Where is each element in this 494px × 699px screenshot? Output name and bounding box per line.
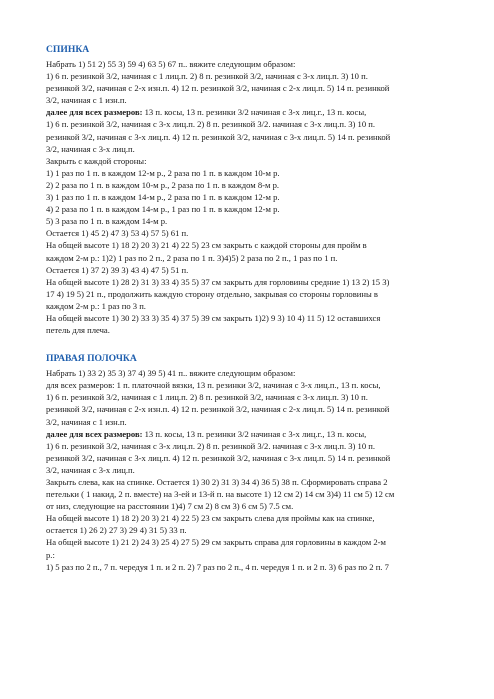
text-line: 1) 6 п. резинкой 3/2, начиная с 1 лиц.п. 2) 8 п. резинкой 3/2, начиная с 3-х лиц.п. 3) 10 п. [46,71,368,82]
text-line: резинкой 3/2, начиная с 3-х лиц.п. 4) 12 п. резинкой 3/2, начиная с 3-х лиц.п. 5) 14 п. резинкой [46,452,391,463]
text-line: На общей высоте 1) 18 2) 20 3) 21 4) 22 5) 23 см закрыть с каждой стороны для пройм в [46,240,367,251]
text-line: резинкой 3/2, начиная с 3-х лиц.п. 4) 12 п. резинкой 3/2, начиная с 3-х лиц.п. 5) 14 п. резинкой [46,131,391,142]
text-line: резинкой 3/2, начиная с 2-х изн.п. 4) 12 п. резинкой 3/2, начиная с 2-х лиц.п. 5) 14 п. резинкой [46,83,390,94]
text-line: 2) 2 раза по 1 п. в каждом 10-м р., 2 раза по 1 п. в каждом 8-м р. [46,179,280,190]
text-line: р.: [46,549,55,560]
text-line: Закрыть слева, как на спинке. Остается 1) 30 2) 31 3) 34 4) 36 5) 38 п. Сформировать справа 2 [46,477,388,487]
text-line: петель для плеча. [46,325,110,336]
text-line: Набрать 1) 51 2) 55 3) 59 4) 63 5) 67 п.. вяжите следующим образом: [46,59,296,69]
text-line: 3/2, начиная с 1 изн.п. [46,416,127,427]
text-line: каждом 2-м р.: 1 раз по 3 п. [46,300,146,311]
all-sizes-line [46,428,460,440]
all-sizes-label: далее для всех размеров: [46,428,143,439]
text-line: 3/2, начиная с 3-х лиц.п. [46,143,135,154]
text-line: На общей высоте 1) 21 2) 24 3) 25 4) 27 5) 29 см закрыть справа для горловины в каждом 2-м [46,537,386,548]
text-line: каждом 2-м р.: 1)2) 1 раз по 2 п., 2 раза по 1 п. 3)4)5) 2 раза по 2 п., 1 раз по 1 п. [46,252,338,263]
text-line: 1) 6 п. резинкой 3/2, начиная с 3-х лиц.п. 2) 8 п. резинкой 3/2. начиная с 3-х лиц.п. 3) 10 п. [46,440,376,451]
all-sizes-line [46,106,460,118]
text-line: остается 1) 26 2) 27 3) 29 4) 31 5) 33 п. [46,525,187,536]
section-title-right-front: ПРАВАЯ ПОЛОЧКА [46,353,137,365]
text-line: от низ, следующие на расстоянии 1)4) 7 см 2) 8 см 3) 6 см 5) 7.5 см. [46,501,294,512]
text-line: На общей высоте 1) 30 2) 33 3) 35 4) 37 5) 39 см закрыть 1)2) 9 3) 10 4) 11 5) 12 оставшихся [46,312,381,323]
text-line: 4) 2 раза по 1 п. в каждом 14-м р., 1 раз по 1 п. в каждом 12-м р. [46,204,280,215]
text-line: Остается 1) 37 2) 39 3) 43 4) 47 5) 51 п. [46,264,189,275]
all-sizes-label: далее для всех размеров: [46,107,143,118]
text-line: 5) 3 раза по 1 п. в каждом 14-м р. [46,216,168,227]
text-line: Остается 1) 45 2) 47 3) 53 4) 57 5) 61 п. [46,228,189,239]
text-line: 3/2, начиная с 1 изн.п. [46,95,127,106]
text-line: 1) 5 раз по 2 п., 7 п. чередуя 1 п. и 2 п. 2) 7 раз по 2 п., 4 п. чередуя 1 п. и 2 п. 3) 6 раз по 2 п. 7 [46,561,389,572]
text-line: Набрать 1) 33 2) 35 3) 37 4) 39 5) 41 п.. вяжите следующим образом: [46,368,296,379]
all-sizes-text: 13 п. косы, 13 п. резинки 3/2 начиная с 3-х лиц.г., 13 п. косы, [142,107,367,118]
text-line: 1) 6 п. резинкой 3/2, начиная с 1 лиц.п. 2) 8 п. резинкой 3/2, начиная с 3-х лиц.п. 3) 10 п. [46,392,368,403]
text-line: На общей высоте 1) 28 2) 31 3) 33 4) 35 5) 37 см закрыть для горловины средние 1) 13 2) 15 3) [46,276,390,287]
text-line: 17 4) 19 5) 21 п., продолжить каждую сторону отдельно, закрывая со стороны горловины в [46,288,378,299]
text-line: На общей высоте 1) 18 2) 20 3) 21 4) 22 5) 23 см закрыть слева для проймы как на спинке, [46,513,375,524]
text-line: 3) 1 раз по 1 п. в каждом 14-м р., 2 раза по 1 п. в каждом 12-м р. [46,192,280,203]
text-line: 3/2, начиная с 3-х лиц.п. [46,464,135,475]
section-title-back: СПИНКА [46,44,90,55]
text-line: 1) 6 п. резинкой 3/2, начиная с 3-х лиц.п. 2) 8 п. резинкой 3/2. начиная с 3-х лиц.п. 3) 10 п. [46,119,376,130]
all-sizes-text: 13 п. косы, 13 п. резинки 3/2 начиная с 3-х лиц.г., 13 п. косы, [142,428,367,439]
text-line: петельки ( 1 накид, 2 п. вместе) на 3-ей и 13-й п. на высоте 1) 12 см 2) 14 см 3)4) 11 см 5) 12 см [46,489,395,500]
text-line: для всех размеров: 1 п. платочной вязки, 13 п. резинки 3/2, начиная с 3-х лиц.п., 13 п. косы, [46,380,381,391]
text-line: 1) 1 раз по 1 п. в каждом 12-м р., 2 раза по 1 п. в каждом 10-м р. [46,167,280,178]
text-line: резинкой 3/2, начиная с 2-х изн.п. 4) 12 п. резинкой 3/2, начиная с 2-х лиц.п. 5) 14 п. резинкой [46,404,390,415]
text-line: Закрыть с каждой стороны: [46,155,147,166]
